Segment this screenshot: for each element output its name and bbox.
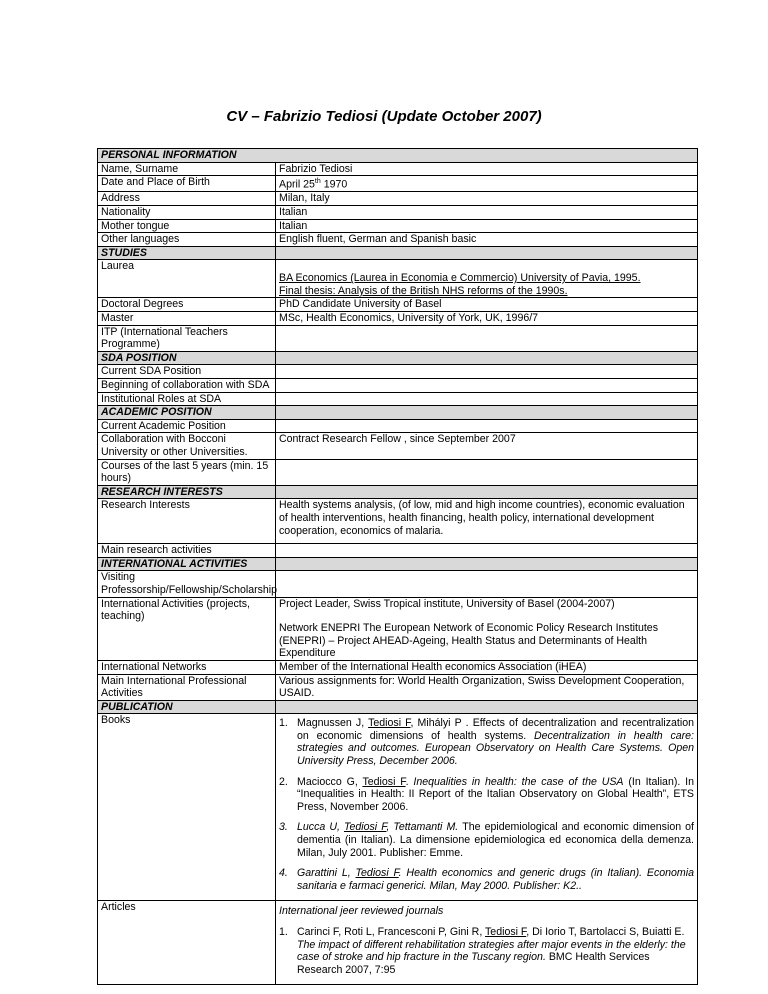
section-header: ACADEMIC POSITION (98, 406, 276, 420)
book-details: (In Italian). In “Inequalities in Health: II Report of the Italian Observatory on Global Health”, ETS Press, November 2006. (297, 775, 695, 813)
book-authors: Magnussen J, (297, 717, 369, 730)
row-label: Main International Professional Activities (98, 674, 276, 700)
section-header: PUBLICATION (98, 700, 276, 714)
section-header-blank (276, 246, 698, 260)
row-label: Courses of the last 5 years (min. 15 hours) (98, 459, 276, 485)
book-source: Decentralization in health care: strategies and outcomes. European Observatory on Health Care Systems. Open University Press, December 2006. (297, 729, 694, 768)
article-title: The impact of different rehabilitation strategies after major events in the elderly: the case of stroke and hip fracture in the Tuscany region. (297, 938, 686, 964)
row-sda-beginning (98, 379, 698, 393)
section-international (98, 557, 698, 571)
row-networks (98, 660, 698, 674)
row-value (276, 597, 698, 660)
section-academic (98, 406, 698, 420)
row-label: Doctoral Degrees (98, 298, 276, 312)
item-number: 1. (279, 717, 288, 730)
row-value (276, 544, 698, 558)
list-item (279, 926, 694, 976)
section-personal (98, 149, 698, 163)
row-visiting (98, 571, 698, 597)
row-value (276, 392, 698, 406)
row-other-languages (98, 233, 698, 247)
book-author-highlight: Tediosi F (362, 775, 406, 788)
item-number: 4. (279, 867, 288, 880)
row-master (98, 312, 698, 326)
book-authors: Lucca U, (297, 821, 344, 834)
book-title: Health economics and generic drugs (in Italian). Economia sanitaria e farmaci generici. Milan, May 2000. Publisher: K2.. (297, 867, 694, 892)
row-label: Institutional Roles at SDA (98, 392, 276, 406)
section-header: INTERNATIONAL ACTIVITIES (98, 557, 276, 571)
row-label: Beginning of collaboration with SDA (98, 379, 276, 393)
section-header: STUDIES (98, 246, 276, 260)
article-author-highlight: Tediosi F (485, 926, 527, 938)
article-coauthors: , Di Iorio T, Bartolacci S, Buiatti E. (526, 926, 685, 938)
book-details: The epidemiological and economic dimension of dementia (in Italian). La dimensione epidemiologica ed economica della demenza. Milan, July 2001. Publisher: Emme. (297, 821, 694, 859)
row-sda-current (98, 365, 698, 379)
row-nationality (98, 205, 698, 219)
row-value (276, 260, 698, 298)
row-value: Health systems analysis, (of low, mid and high income countries), economic evaluation of health interventions, health financing, health policy, international development cooperation, economics of malaria. (276, 499, 698, 544)
row-label: Nationality (98, 205, 276, 219)
row-birth (98, 176, 698, 192)
row-research-activities (98, 544, 698, 558)
section-publication (98, 700, 698, 714)
row-value (276, 365, 698, 379)
row-value: Contract Research Fellow , since September 2007 (276, 433, 698, 459)
row-label: Visiting Professorship/Fellowship/Scholarship (98, 571, 276, 597)
article-authors: Carinci F, Roti L, Francesconi P, Gini R, (297, 926, 486, 938)
list-item (279, 717, 694, 767)
row-value (276, 379, 698, 393)
row-label: ITP (International Teachers Programme) (98, 325, 276, 351)
row-name (98, 162, 698, 176)
item-number: 2. (279, 775, 288, 788)
row-label: Current Academic Position (98, 419, 276, 433)
birth-date-year: 1970 (320, 178, 348, 191)
row-value: Italian (276, 205, 698, 219)
row-academic-courses (98, 459, 698, 485)
row-value (276, 419, 698, 433)
row-books (98, 714, 698, 901)
book-author-highlight: Tediosi F (343, 821, 387, 834)
book-title: , Mihályi P . Effects of decentralization and recentralization on economic dimensions of health systems. (297, 717, 694, 742)
birth-date-suffix: th (314, 178, 321, 186)
row-doctoral (98, 298, 698, 312)
row-value (276, 459, 698, 485)
row-value: English fluent, German and Spanish basic (276, 233, 698, 247)
articles-list (279, 926, 694, 976)
laurea-degree: BA Economics (Laurea in Economia e Commercio) University of Pavia, 1995. (279, 272, 641, 285)
row-value: Various assignments for: World Health Organization, Swiss Development Cooperation, USAID. (276, 674, 698, 700)
row-value: Member of the International Health economics Association (iHEA) (276, 660, 698, 674)
list-item (279, 776, 694, 814)
row-label: Master (98, 312, 276, 326)
list-item (279, 867, 694, 892)
articles-subheader: International jeer reviewed journals (279, 905, 444, 918)
row-address (98, 192, 698, 206)
row-value (276, 571, 698, 597)
section-header-blank (276, 485, 698, 499)
article-journal: BMC Health Services Research 2007, 7:95 (297, 951, 650, 976)
row-label: International Networks (98, 660, 276, 674)
row-label: Address (98, 192, 276, 206)
section-research (98, 485, 698, 499)
row-label: Collaboration with Bocconi University or other Universities. (98, 433, 276, 459)
row-international-activities (98, 597, 698, 660)
row-label: Other languages (98, 233, 276, 247)
row-label: Current SDA Position (98, 365, 276, 379)
book-authors: Garattini L, (297, 867, 356, 880)
book-title: Inequalities in health: the case of the USA (413, 775, 624, 788)
book-author-highlight: Tediosi F (368, 717, 411, 730)
row-value: PhD Candidate University of Basel (276, 298, 698, 312)
section-header-blank (276, 557, 698, 571)
row-label: Main research activities (98, 544, 276, 558)
row-academic-current (98, 419, 698, 433)
row-professional (98, 674, 698, 700)
section-header: PERSONAL INFORMATION (98, 149, 698, 163)
book-author-highlight: Tediosi F (355, 867, 399, 880)
item-number: 1. (279, 926, 288, 938)
section-sda (98, 351, 698, 365)
row-label: Research Interests (98, 499, 276, 544)
document-title: CV – Fabrizio Tediosi (Update October 2007) (226, 108, 542, 125)
row-value (276, 714, 698, 901)
row-value (276, 176, 698, 192)
book-separator: . (398, 867, 407, 880)
row-sda-roles (98, 392, 698, 406)
row-academic-collab (98, 433, 698, 459)
row-laurea (98, 260, 698, 298)
row-itp (98, 325, 698, 351)
row-value (276, 901, 698, 985)
section-studies (98, 246, 698, 260)
row-label: Mother tongue (98, 219, 276, 233)
list-item (279, 821, 694, 859)
row-value: Milan, Italy (276, 192, 698, 206)
activity-project-leader: Project Leader, Swiss Tropical institute, University of Basel (2004-2007) (279, 597, 615, 610)
cv-table (97, 148, 698, 985)
book-authors: Maciocco G, (297, 775, 363, 788)
book-separator: . (405, 775, 414, 788)
row-value: Fabrizio Tediosi (276, 162, 698, 176)
row-articles (98, 901, 698, 985)
section-header: RESEARCH INTERESTS (98, 485, 276, 499)
row-label: Name, Surname (98, 162, 276, 176)
row-label: Date and Place of Birth (98, 176, 276, 192)
row-label: Laurea (98, 260, 276, 298)
book-coauthors: , Tettamanti M. (386, 821, 463, 834)
row-label: International Activities (projects, teaching) (98, 597, 276, 660)
activity-enepri: Network ENEPRI The European Network of Economic Policy Research Institutes (ENEPRI) – Project AHEAD-Ageing, Health Status and Determinants of Health Expenditure (279, 622, 658, 660)
row-label: Books (98, 714, 276, 901)
row-research-interests (98, 499, 698, 544)
row-value: Italian (276, 219, 698, 233)
birth-date-day: April 25 (279, 178, 315, 191)
row-value: MSc, Health Economics, University of York, UK, 1996/7 (276, 312, 698, 326)
laurea-thesis: Final thesis: Analysis of the British NHS reforms of the 1990s. (279, 284, 568, 297)
row-mother-tongue (98, 219, 698, 233)
item-number: 3. (279, 821, 288, 834)
section-header: SDA POSITION (98, 351, 276, 365)
books-list (279, 717, 694, 892)
section-header-blank (276, 351, 698, 365)
row-label: Articles (98, 901, 276, 985)
section-header-blank (276, 700, 698, 714)
section-header-blank (276, 406, 698, 420)
row-value (276, 325, 698, 351)
